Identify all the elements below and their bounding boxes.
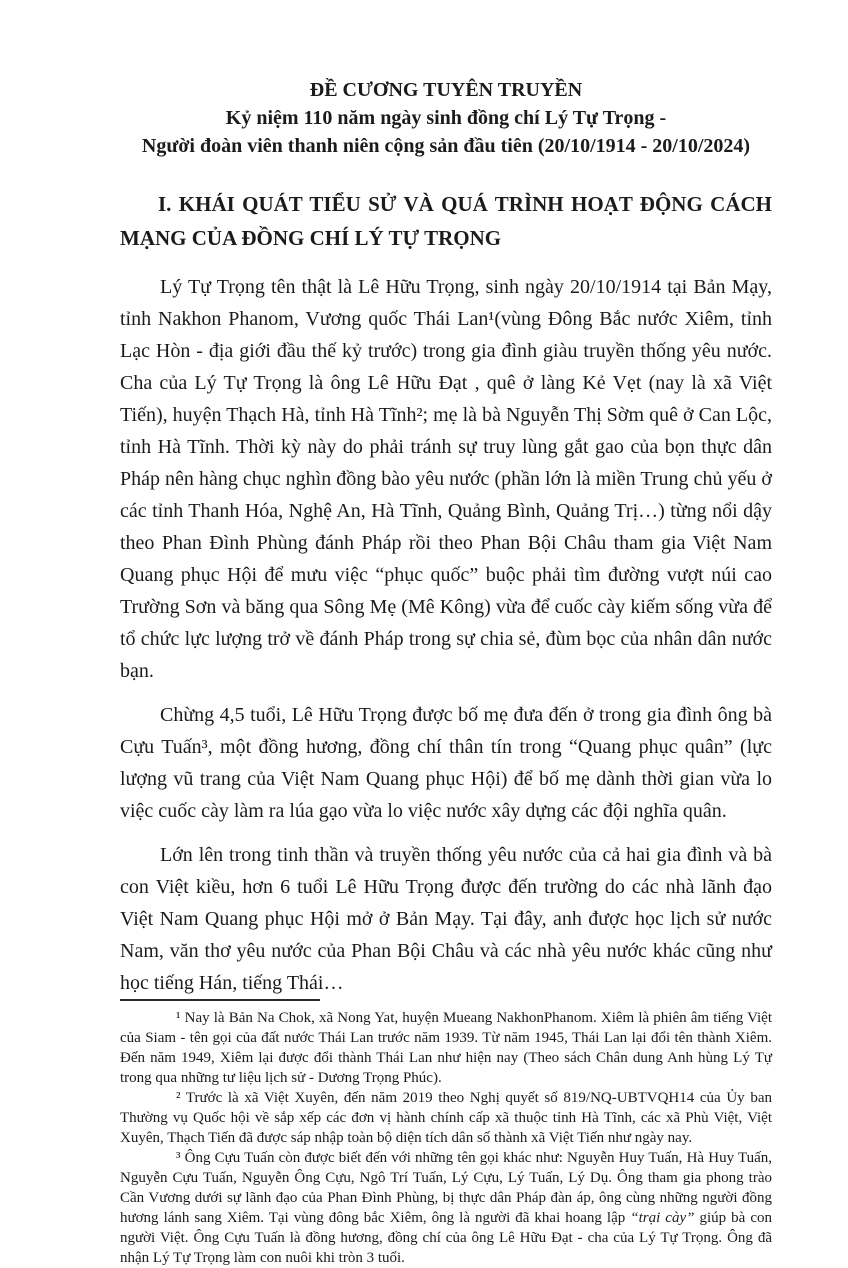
footnote-3-italic-phrase: “trại cày” (630, 1210, 695, 1226)
footnote-separator (120, 999, 320, 1001)
footnote-1: ¹ Nay là Bản Na Chok, xã Nong Yat, huyện Mueang NakhonPhanom. Xiêm là phiên âm tiếng Việt của Siam - tên gọi của đất nước Thái Lan trước năm 1939. Từ năm 1945, Thái Lan lại đổi tên thành Xiêm. Đến năm 1949, Xiêm lại được đổi thành Thái Lan như hiện nay (Theo sách Chân dung Anh hùng Lý Tự trong qua những tư liệu lịch sử - Dương Trọng Phúc). (120, 1010, 772, 1086)
footnote-3 (120, 1148, 772, 1268)
document-title-block (120, 76, 772, 160)
document-title-line-3: Người đoàn viên thanh niên cộng sản đầu tiên (20/10/1914 - 20/10/2024) (141, 135, 751, 157)
document-title-line-1: ĐỀ CƯƠNG TUYÊN TRUYỀN (309, 79, 583, 101)
footnote-3-text-pre: ³ Ông Cựu Tuấn còn được biết đến với những tên gọi khác như: Nguyễn Huy Tuấn, Hà Huy Tuấn, Nguyễn Cựu Tuấn, Nguyễn Ông Cựu, Ngô Trí Tuấn, Lý Cựu, Lý Tuấn, Lý Dụ. Ông tham gia phong trào Cần Vương dưới sự lãnh đạo của Phan Đình Phùng, bị thực dân Pháp đàn áp, ông cùng những người đồng hương lánh sang Xiêm. Tại vùng đông bắc Xiêm, ông là người đã khai hoang lập (120, 1150, 772, 1226)
document-title-line-2: Kỷ niệm 110 năm ngày sinh đồng chí Lý Tự Trọng - (225, 107, 667, 129)
section-heading: I. KHÁI QUÁT TIỂU SỬ VÀ QUÁ TRÌNH HOẠT ĐỘNG CÁCH MẠNG CỦA ĐỒNG CHÍ LÝ TỰ TRỌNG (120, 192, 772, 250)
body-paragraph-1: Lý Tự Trọng tên thật là Lê Hữu Trọng, sinh ngày 20/10/1914 tại Bản Mạy, tỉnh Nakhon Phanom, Vương quốc Thái Lan¹(vùng Đông Bắc nước Xiêm, tỉnh Lạc Hòn - địa giới đầu thế kỷ trước) trong gia đình giàu truyền thống yêu nước. Cha của Lý Tự Trọng là ông Lê Hữu Đạt , quê ở làng Kẻ Vẹt (nay là xã Việt Tiến), huyện Thạch Hà, tỉnh Hà Tĩnh²; mẹ là bà Nguyễn Thị Sờm quê ở Can Lộc, tỉnh Hà Tĩnh. Thời kỳ này do phải tránh sự truy lùng gắt gao của bọn thực dân Pháp nên hàng chục nghìn đồng bào yêu nước (phần lớn là miền Trung chủ yếu ở các tỉnh Thanh Hóa, Nghệ An, Hà Tĩnh, Quảng Bình, Quảng Trị…) từng nổi dậy theo Phan Đình Phùng đánh Pháp rồi theo Phan Bội Châu tham gia Việt Nam Quang phục Hội để mưu việc “phục quốc” buộc phải tìm đường vượt núi cao Trường Sơn và băng qua Sông Mẹ (Mê Kông) vừa để cuốc cày kiếm sống vừa để tổ chức lực lượng trở về đánh Pháp trong sự chia sẻ, đùm bọc của nhân dân nước bạn. (120, 276, 772, 682)
footnote-area (120, 999, 772, 1268)
footnote-2: ² Trước là xã Việt Xuyên, đến năm 2019 theo Nghị quyết số 819/NQ-UBTVQH14 của Ủy ban Thường vụ Quốc hội về sắp xếp các đơn vị hành chính cấp xã thuộc tỉnh Hà Tĩnh, các xã Phù Việt, Việt Xuyên, Thạch Tiến đã được sáp nhập toàn bộ diện tích dân số thành xã Việt Tiến như ngày nay. (120, 1090, 772, 1146)
body-paragraph-2: Chừng 4,5 tuổi, Lê Hữu Trọng được bố mẹ đưa đến ở trong gia đình ông bà Cựu Tuấn³, một đồng hương, đồng chí thân tín trong “Quang phục quân” (lực lượng vũ trang của Việt Nam Quang phục Hội) để bố mẹ dành thời gian vừa lo việc cuốc cày làm ra lúa gạo vừa lo việc nước xây dựng các đội nghĩa quân. (120, 704, 772, 822)
body-paragraph-3: Lớn lên trong tinh thần và truyền thống yêu nước của cả hai gia đình và bà con Việt kiều, hơn 6 tuổi Lê Hữu Trọng được đến trường do các nhà lãnh đạo Việt Nam Quang phục Hội mở ở Bản Mạy. Tại đây, anh được học lịch sử nước Nam, văn thơ yêu nước của Phan Bội Châu và các nhà yêu nước khác cũng như học tiếng Hán, tiếng Thái… (120, 844, 772, 994)
footnote-3-text-post: giúp bà con người Việt. Ông Cựu Tuấn là đồng hương, đồng chí của ông Lê Hữu Đạt - cha của Lý Tự Trọng. Ông đã nhận Lý Tự Trọng làm con nuôi khi tròn 3 tuổi. (120, 1210, 772, 1266)
